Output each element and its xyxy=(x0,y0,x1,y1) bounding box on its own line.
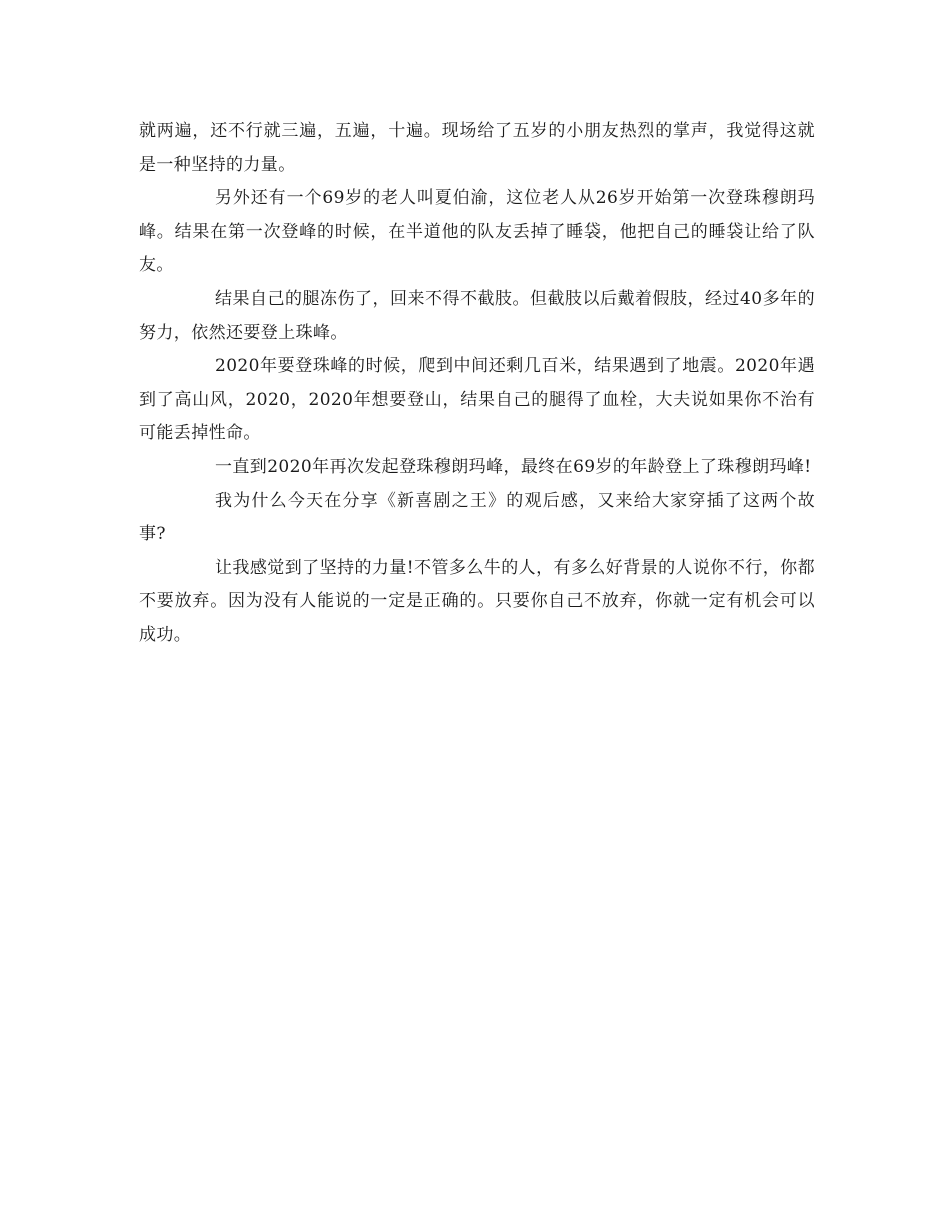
paragraph-4: 2020年要登珠峰的时候，爬到中间还剩几百米，结果遇到了地震。2020年遇到了高山风，2020，2020年想要登山，结果自己的腿得了血栓，大夫说如果你不治有可能丢掉性命。 xyxy=(139,356,815,444)
paragraph-5: 一直到2020年再次发起登珠穆朗玛峰，最终在69岁的年龄登上了珠穆朗玛峰! xyxy=(215,456,812,477)
paragraph-3: 结果自己的腿冻伤了，回来不得不截肢。但截肢以后戴着假肢，经过40多年的努力，依然还要登上珠峰。 xyxy=(139,288,815,343)
paragraph-7: 让我感觉到了坚持的力量!不管多么牛的人，有多么好背景的人说你不行，你都不要放弃。因为没有人能说的一定是正确的。只要你自己不放弃，你就一定有机会可以成功。 xyxy=(139,557,815,645)
paragraph-6: 我为什么今天在分享《新喜剧之王》的观后感，又来给大家穿插了这两个故事? xyxy=(139,490,815,545)
document-body xyxy=(139,115,815,653)
paragraph-1: 就两遍，还不行就三遍，五遍，十遍。现场给了五岁的小朋友热烈的掌声，我觉得这就是一种坚持的力量。 xyxy=(139,121,815,175)
paragraph-2: 另外还有一个69岁的老人叫夏伯渝，这位老人从26岁开始第一次登珠穆朗玛峰。结果在第一次登峰的时候，在半道他的队友丢掉了睡袋，他把自己的睡袋让给了队友。 xyxy=(139,188,815,276)
